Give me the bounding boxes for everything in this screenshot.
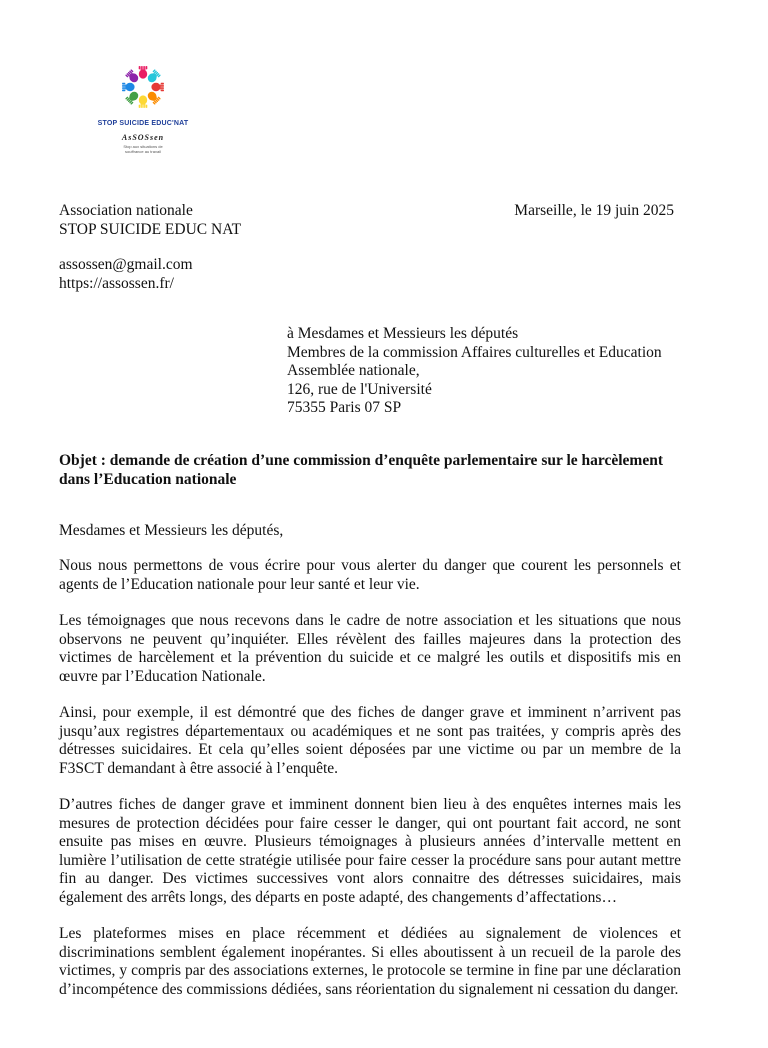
recipient-line-5: 75355 Paris 07 SP <box>287 399 402 416</box>
body-paragraph: Les témoignages que nous recevons dans le cadre de notre association et les situations que nous observons ne peuvent qu’inquiéter. Elles révèlent des failles majeures dans la protection des victimes de harcèlement et la prévention du suicide et ce malgré les outils et dispositifs mis en œuvre par l’Education Nationale. <box>59 612 681 685</box>
hand-shape <box>125 69 140 84</box>
logo-name: STOP SUICIDE EDUC'NAT <box>97 120 189 127</box>
recipient-line-1: à Mesdames et Messieurs les députés <box>287 325 519 342</box>
letter-subject: Objet : demande de création d’une commission d’enquête parlementaire sur le harcèlement dans l’Education nationale <box>59 452 663 488</box>
salutation: Mesdames et Messieurs les députés, <box>59 522 284 539</box>
sender-line-2: STOP SUICIDE EDUC NAT <box>59 220 242 238</box>
sender-website: https://assossen.fr/ <box>59 274 174 292</box>
letter-body <box>59 557 681 1017</box>
sender-line-1: Association nationale <box>59 202 193 219</box>
recipient-line-2: Membres de la commission Affaires culturelles et Education <box>287 343 662 361</box>
hand-shape <box>125 90 140 105</box>
body-paragraph: Ainsi, pour exemple, il est démontré que des fiches de danger grave et imminent n’arrivent pas jusqu’aux registres départementaux ou académiques et ne sont pas traitées, y compris après des détresses suicidaires. Et cela qu’elles soient déposées par une victime ou par un membre de la F3SCT demandant à être associé à l’enquête. <box>59 704 681 777</box>
association-logo <box>88 60 198 154</box>
body-paragraph: Nous nous permettons de vous écrire pour vous alerter du danger que courent les personnels et agents de l’Education nationale pour leur santé et leur vie. <box>59 557 681 593</box>
logo-acronym: AsSOSsen <box>121 133 165 142</box>
recipient-line-4: 126, rue de l'Université <box>287 380 432 398</box>
hand-shape <box>139 95 148 108</box>
hand-shape <box>122 83 135 92</box>
sender-block <box>59 202 241 239</box>
hands-circle-icon <box>116 60 170 114</box>
contact-block <box>59 256 193 293</box>
body-paragraph: D’autres fiches de danger grave et imminent donnent bien lieu à des enquêtes internes mais les mesures de protection décidées pour faire cesser le danger, qui ont pourtant fait accord, ne sont ensuite pas mises en œuvre. Plusieurs témoignages à plusieurs années d’intervalle mettent en lumière l’utilisation de cette stratégie utilisée pour faire cesser la procédure sans pour autant mettre fin au danger. Des victimes successives vont alors connaitre des détresses suicidaires, mais également des arrêts longs, des départs en poste adapté, des changements d’affectations… <box>59 796 681 906</box>
logo-tagline: Stop aux situations de souffrance au travail <box>123 144 163 154</box>
sender-email: assossen@gmail.com <box>59 256 193 273</box>
hand-shape <box>139 66 148 79</box>
hand-shape <box>146 69 161 84</box>
hand-shape <box>151 83 164 92</box>
hand-shape <box>146 90 161 105</box>
recipient-line-3: Assemblée nationale, <box>287 362 420 379</box>
letter-date: Marseille, le 19 juin 2025 <box>514 202 674 219</box>
body-paragraph: Les plateformes mises en place récemment et dédiées au signalement de violences et discriminations semblent également inopérantes. Si elles aboutissent à un recueil de la parole des victimes, y compris par des associations externes, le protocole se termine in fine par une déclaration d’incompétence des commissions dédiées, sans réorientation du signalement ni cessation du danger. <box>59 925 681 998</box>
recipient-block <box>287 325 662 418</box>
